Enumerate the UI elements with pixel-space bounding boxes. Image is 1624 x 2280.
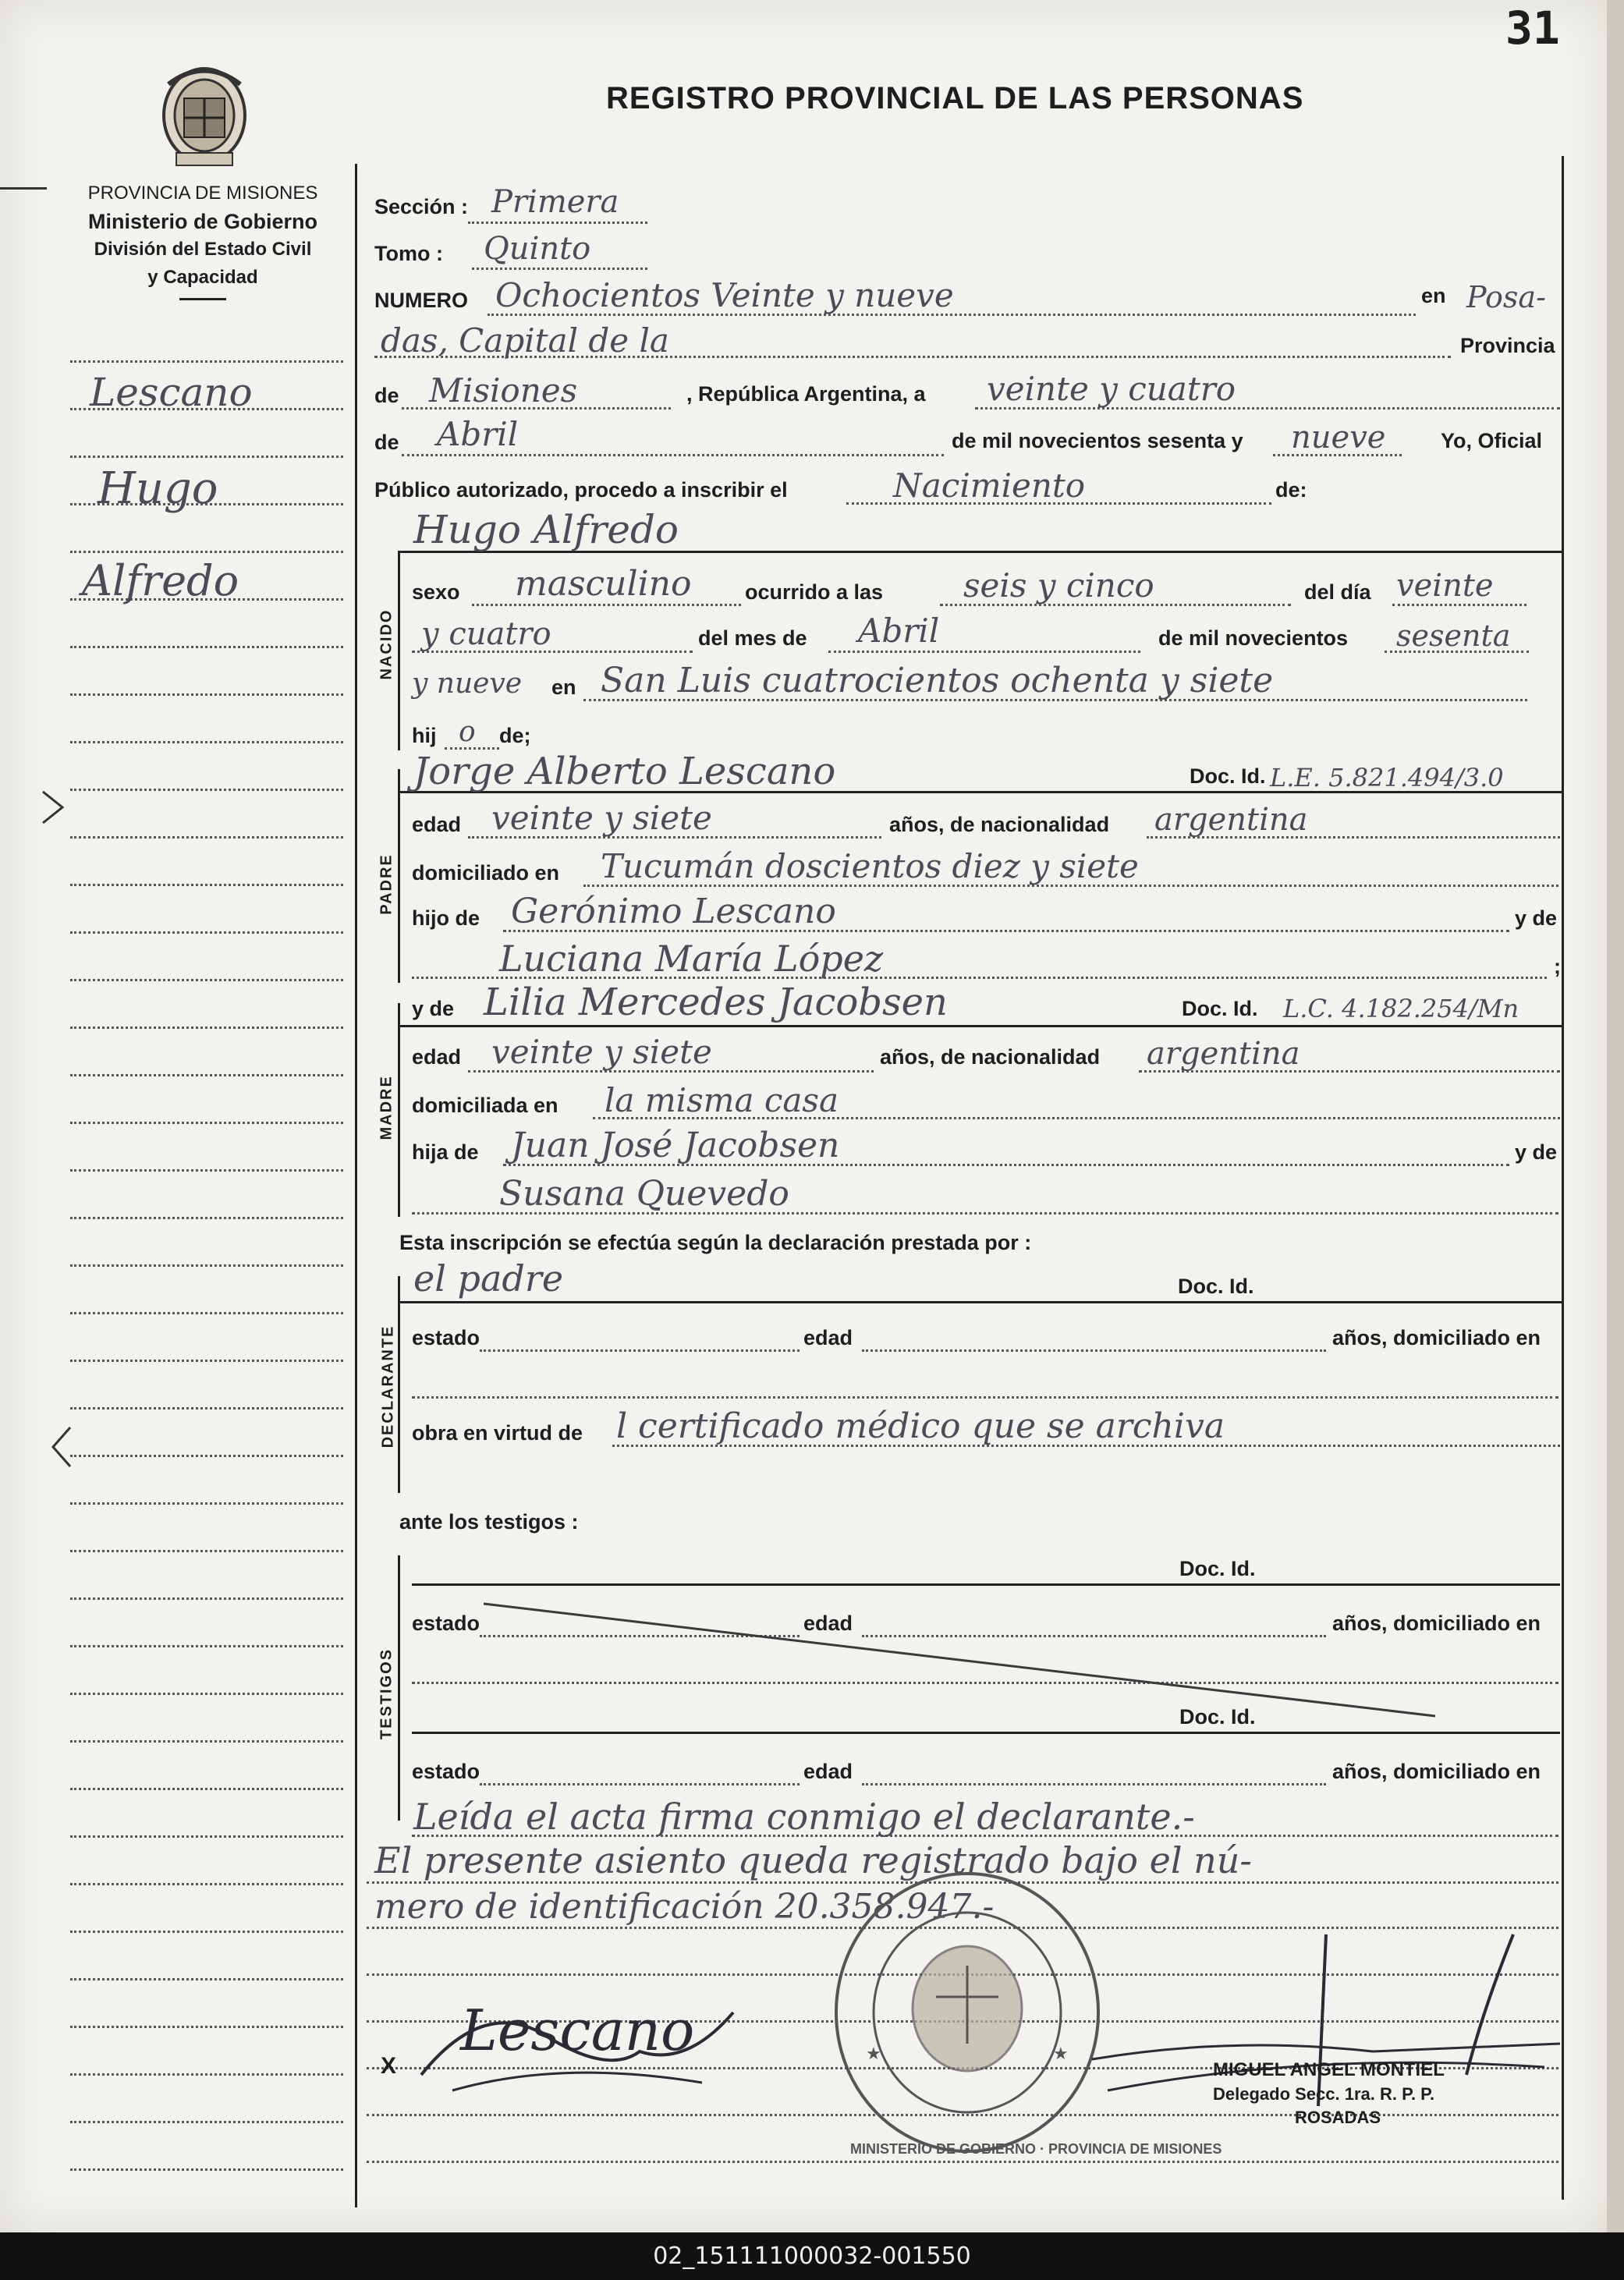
side-label-declarante: DECLARANTE [379, 1324, 397, 1448]
margin-rule [70, 1597, 343, 1600]
mes-line [402, 454, 944, 456]
label-testigo2-doc: Doc. Id. [1179, 1705, 1256, 1729]
margin-rule [70, 884, 343, 886]
testigo1-rule [412, 1583, 1560, 1586]
margin-rule [70, 2073, 343, 2076]
value-acto: Nacimiento [893, 466, 1086, 505]
value-madre-padre: Juan José Jacobsen [511, 1126, 840, 1165]
seal-text: MINISTERIO DE GOBIERNO · PROVINCIA DE MISIONES [850, 2141, 1222, 2157]
official-place: ROSADAS [1295, 2108, 1381, 2127]
official-name: MIGUEL ANGEL MONTIEL [1213, 2059, 1445, 2080]
label-testigo1-edad: edad [803, 1612, 853, 1635]
margin-rule [70, 836, 343, 839]
label-obra: obra en virtud de [412, 1421, 583, 1445]
margin-rule [70, 646, 343, 648]
madre-bracket [398, 1003, 400, 1217]
margin-rule [70, 1169, 343, 1172]
value-mes-nac: Abril [858, 612, 940, 650]
value-madre-edad: veinte y siete [491, 1033, 712, 1071]
header-divider [179, 298, 226, 300]
margin-rule [70, 1407, 343, 1409]
sexo-line [472, 604, 741, 606]
margin-rule [70, 693, 343, 696]
value-en-2: das, Capital de la [381, 321, 669, 360]
side-label-padre: PADRE [378, 853, 395, 915]
margin-rule [70, 1693, 343, 1695]
margin-name-2: Alfredo [82, 556, 239, 605]
decl-estado-line [480, 1349, 800, 1352]
value-dia-2: y cuatro [421, 616, 551, 652]
margin-rule [70, 1264, 343, 1267]
label-de-colon: de: [1275, 478, 1307, 502]
margin-surname: Lescano [90, 370, 253, 415]
value-madre: Lilia Mercedes Jacobsen [484, 980, 948, 1024]
margin-name-1: Hugo [98, 463, 218, 514]
official-role: Delegado Secc. 1ra. R. P. P. [1213, 2084, 1435, 2104]
margin-rule [70, 1550, 343, 1552]
label-hij: hij [412, 724, 437, 747]
value-padre-padre: Gerónimo Lescano [511, 892, 836, 931]
label-madre-doc: Doc. Id. [1182, 997, 1258, 1020]
value-padre-nac: argentina [1154, 802, 1308, 838]
value-ano-nac-2: y nueve [412, 668, 523, 700]
value-provincia: Misiones [429, 371, 578, 410]
label-semicolon: ; [1554, 955, 1561, 978]
value-nombre: Hugo Alfredo [413, 507, 679, 552]
x-mark: X [381, 2053, 397, 2079]
value-tomo: Quinto [484, 231, 591, 267]
label-padre-dom: domiciliado en [412, 861, 560, 885]
nacido-bracket [398, 551, 400, 750]
margin-rule [70, 1122, 343, 1124]
value-sexo: masculino [515, 564, 692, 604]
binding-mark-icon [47, 1424, 78, 1470]
margin-rule [70, 1217, 343, 1219]
label-de-2: de [374, 431, 399, 454]
cancel-stroke [468, 1591, 1451, 1724]
margin-rule [70, 1740, 343, 1743]
sig-line-5 [367, 2161, 1558, 2163]
label-sexo: sexo [412, 580, 460, 604]
label-decl-edad: edad [803, 1326, 853, 1349]
value-madre-madre: Susana Quevedo [499, 1174, 789, 1214]
side-label-madre: MADRE [378, 1075, 395, 1140]
label-padre-nac: años, de nacionalidad [889, 813, 1110, 836]
label-del-mes: del mes de [698, 626, 807, 650]
label-seccion: Sección : [374, 195, 469, 218]
label-testigo1-estado: estado [412, 1612, 480, 1635]
label-decl-dom: años, domiciliado en [1332, 1326, 1541, 1349]
value-padre-madre: Luciana María López [499, 938, 884, 980]
label-ocurrido: ocurrido a las [745, 580, 884, 604]
label-declaracion: Esta inscripción se efectúa según la declaración prestada por : [399, 1231, 1032, 1254]
official-signature [1076, 1919, 1576, 2137]
margin-rule [70, 1978, 343, 1980]
margin-rule [70, 1931, 343, 1933]
label-madre-dom: domiciliada en [412, 1094, 558, 1117]
value-padre-edad: veinte y siete [491, 799, 712, 837]
label-y-de-1: y de [1515, 906, 1558, 930]
file-footer: 02_151111000032-001550 [0, 2232, 1624, 2280]
margin-rule [70, 2121, 343, 2123]
label-y-de-2: y de [1515, 1140, 1558, 1164]
document-title: REGISTRO PROVINCIAL DE LAS PERSONAS [606, 81, 1304, 115]
label-hija-de: hija de [412, 1140, 479, 1164]
label-en-lugar: en [551, 675, 576, 699]
label-declarante-doc: Doc. Id. [1178, 1275, 1254, 1298]
margin-rule [70, 1502, 343, 1505]
division-name: División del Estado Civil [94, 239, 312, 260]
seccion-line [468, 222, 647, 224]
signature-flourish [406, 1981, 749, 2106]
margin-rule [70, 551, 343, 553]
label-testigo2-dom: años, domiciliado en [1332, 1760, 1541, 1783]
margin-rule [70, 2026, 343, 2028]
label-testigo2-edad: edad [803, 1760, 853, 1783]
capacity-name: y Capacidad [147, 267, 258, 288]
note-1: Leída el acta firma conmigo el declarante.- [413, 1796, 1195, 1838]
margin-rule [70, 1312, 343, 1314]
value-dia-1: veinte [1396, 568, 1494, 604]
page-edge [1607, 0, 1624, 2232]
label-testigos: ante los testigos : [399, 1510, 579, 1534]
label-yo-oficial: Yo, Oficial [1441, 429, 1543, 452]
binding-mark-icon [39, 788, 70, 827]
value-padre-doc: L.E. 5.821.494/3.0 [1270, 763, 1504, 793]
testigo2-estado-line [480, 1783, 800, 1785]
label-y-de-madre: y de [412, 997, 455, 1020]
margin-rule [70, 1074, 343, 1076]
value-ano-nac-1: sesenta [1396, 619, 1511, 653]
note-2: El presente asiento queda registrado bajo el nú- [374, 1839, 1252, 1881]
value-madre-nac: argentina [1147, 1036, 1300, 1072]
label-numero: NUMERO [374, 289, 468, 312]
coat-of-arms-icon [153, 61, 256, 178]
label-padre-doc: Doc. Id. [1190, 764, 1266, 788]
margin-divider [355, 164, 357, 2207]
label-tomo: Tomo : [374, 242, 443, 265]
padre-bracket [398, 769, 400, 983]
margin-rule [70, 1883, 343, 1885]
label-de-mil: de mil novecientos sesenta y [952, 429, 1243, 452]
tomo-line [472, 268, 647, 270]
testigos-bracket [398, 1555, 400, 1821]
official-seal-icon [827, 1864, 1108, 2161]
margin-rule [70, 1788, 343, 1790]
margin-rule [70, 456, 343, 458]
side-label-testigos: TESTIGOS [378, 1647, 395, 1740]
note-3: mero de identificación 20.358.947.- [374, 1887, 995, 1927]
right-border [1562, 156, 1564, 2200]
ministry-name: Ministerio de Gobierno [87, 210, 318, 233]
value-en-1: Posa- [1466, 280, 1546, 314]
label-del-dia: del día [1304, 580, 1371, 604]
label-publico: Público autorizado, procedo a inscribir el [374, 478, 788, 502]
label-testigo1-doc: Doc. Id. [1179, 1557, 1256, 1580]
province-name: PROVINCIA DE MISIONES [87, 183, 318, 204]
value-obra: l certificado médico que se archiva [616, 1406, 1225, 1446]
dia-nac-line [1392, 604, 1526, 606]
margin-rule [70, 1835, 343, 1838]
decl-edad-line [862, 1349, 1326, 1352]
value-padre: Jorge Alberto Lescano [413, 750, 836, 793]
value-ano: nueve [1291, 420, 1386, 456]
margin-rule [70, 360, 343, 363]
label-republica: , República Argentina, a [686, 382, 926, 406]
label-padre-edad: edad [412, 813, 462, 836]
value-madre-dom: la misma casa [605, 1081, 839, 1119]
page-number: 31 [1505, 2, 1560, 55]
label-provincia: Provincia [1460, 334, 1555, 357]
margin-rule [70, 1645, 343, 1647]
value-mes: Abril [437, 415, 519, 453]
margin-rule [70, 1455, 343, 1457]
margin-rule [70, 1027, 343, 1029]
margin-rule [70, 979, 343, 981]
declarante-top-rule [398, 1301, 1562, 1303]
margin-rule [70, 1360, 343, 1362]
value-lugar: San Luis cuatrocientos ochenta y siete [601, 661, 1274, 700]
value-dia: veinte y cuatro [987, 370, 1236, 408]
value-madre-doc: L.C. 4.182.254/Mn [1283, 994, 1519, 1023]
svg-text:★: ★ [1053, 2044, 1069, 2064]
side-label-nacido: NACIDO [378, 608, 395, 680]
margin-rule [70, 931, 343, 934]
label-madre-edad: edad [412, 1045, 462, 1069]
label-madre-nac: años, de nacionalidad [880, 1045, 1101, 1069]
declarant-signature: Lescano [460, 1998, 695, 2063]
decl-dom-line [412, 1396, 1558, 1399]
value-hij-suffix: o [459, 716, 476, 748]
value-padre-dom: Tucumán doscientos diez y siete [601, 847, 1139, 885]
value-declarante: el padre [413, 1257, 564, 1300]
testigo2-edad-line [862, 1783, 1326, 1785]
label-decl-estado: estado [412, 1326, 480, 1349]
label-de-mil-2: de mil novecientos [1158, 626, 1349, 650]
binding-tick [0, 187, 47, 190]
label-en: en [1421, 284, 1446, 307]
svg-text:★: ★ [866, 2044, 881, 2064]
value-hora: seis y cinco [963, 566, 1154, 605]
value-numero: Ochocientos Veinte y nueve [495, 276, 954, 314]
mes-nac-line [828, 651, 1140, 653]
testigo2-rule [412, 1732, 1560, 1734]
margin-rule [70, 2168, 343, 2171]
label-testigo2-estado: estado [412, 1760, 480, 1783]
label-testigo1-dom: años, domiciliado en [1332, 1612, 1541, 1635]
margin-rule [70, 741, 343, 743]
label-de-semi: de; [499, 724, 531, 747]
label-hijo-de: hijo de [412, 906, 480, 930]
margin-rule [70, 789, 343, 791]
label-de-1: de [374, 384, 399, 407]
declarante-bracket [398, 1276, 400, 1493]
value-seccion: Primera [491, 184, 619, 220]
